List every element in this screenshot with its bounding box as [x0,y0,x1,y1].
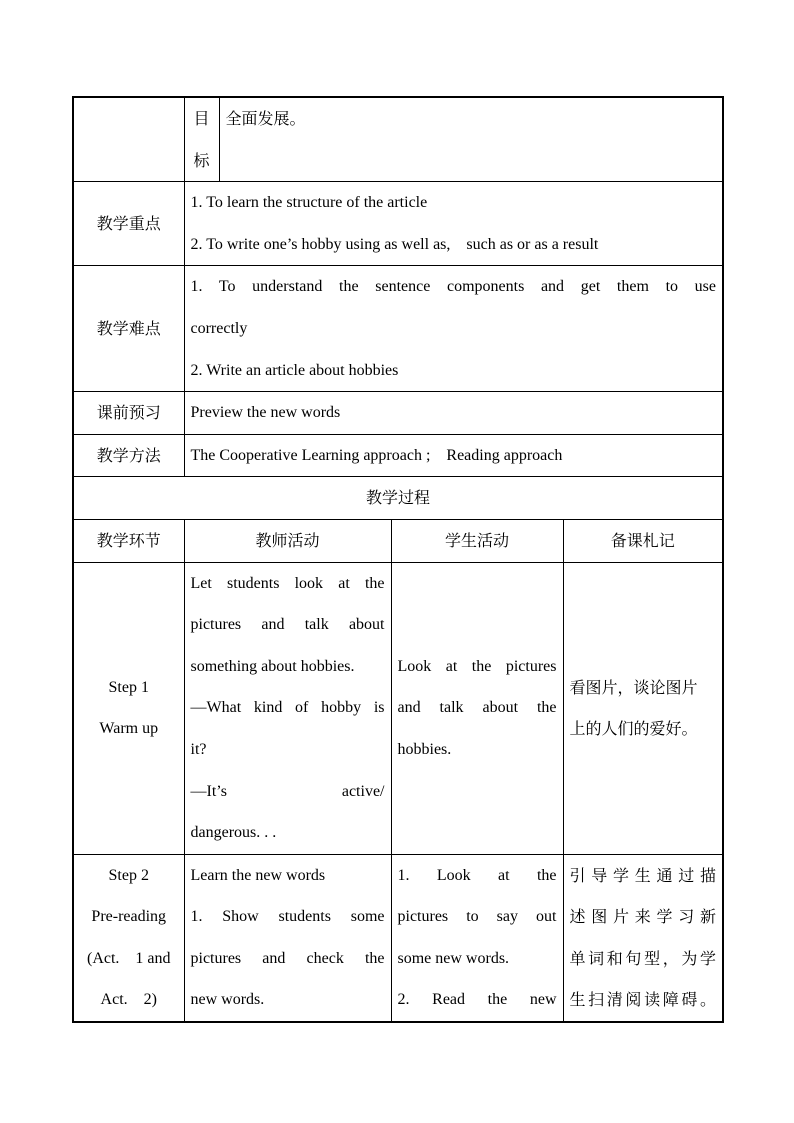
step2-notes-line-3: 单词和句型，为学 [569,948,716,968]
step2-student [391,854,563,1022]
step1-teacher [184,562,391,854]
process-title-row [73,477,723,520]
step1-teacher-line-6: —It’s active/ [190,782,385,800]
key-points-label: 教学重点 [73,182,184,266]
goal-empty-cell [73,97,184,182]
step1-notes-line-2: 上的人们的爱好。 [569,719,698,739]
step2-notes-line-4: 生扫清阅读障碍。 [569,990,716,1010]
col-header-notes: 备课札记 [563,519,723,562]
lesson-plan-table [72,96,724,1023]
step1-teacher-line-2: pictures and talk about [190,616,385,634]
preview-content: Preview the new words [184,392,723,435]
step1-teacher-line-1: Let students look at the [190,574,385,592]
step2-stage-line-1: Step 2 [108,866,149,884]
step1-student-line-3: hobbies. [397,740,452,758]
step1-stage-line-1: Step 1 [108,678,149,696]
lesson-plan-page [72,96,722,1023]
step2-stage [73,854,184,1022]
step1-teacher-line-5: it? [190,740,207,758]
goal-text [219,97,723,182]
step2-teacher-line-3: pictures and check the [190,949,385,967]
difficult-point-1: 1. To understand the sentence components and get them to use [190,278,716,296]
method-content: The Cooperative Learning approach ; Reading approach [184,434,723,477]
key-point-1: 1. To learn the structure of the article [190,194,428,212]
difficult-points-content [184,266,723,392]
method-row [73,434,723,477]
key-point-2: 2. To write one’s hobby using as well as, such as or as a result [190,235,599,253]
col-header-stage: 教学环节 [73,519,184,562]
step2-teacher-line-1: Learn the new words [190,866,326,884]
step1-teacher-line-3: something about hobbies. [190,657,355,675]
step2-notes-line-2: 述图片来学习新 [569,907,716,927]
step2-student-line-3: some new words. [397,949,510,967]
step1-row [73,562,723,854]
difficult-points-row [73,266,723,392]
preview-row [73,392,723,435]
step2-notes-line-1: 引导学生通过描 [569,865,716,885]
step2-student-line-2: pictures to say out [397,908,557,926]
key-points-content [184,182,723,266]
step2-student-line-4: 2. Read the new [397,991,557,1009]
goal-label-char-2: 标 [193,150,210,170]
step2-stage-line-4: Act. 2) [100,991,157,1009]
step1-stage-line-2: Warm up [99,720,159,738]
key-points-row [73,182,723,266]
step2-teacher-line-4: new words. [190,991,265,1009]
col-header-teacher: 教师活动 [184,519,391,562]
step1-notes [563,562,723,854]
step2-stage-line-3: (Act. 1 and [86,949,171,967]
difficult-point-1-cont: correctly [190,319,248,337]
goal-text-content: 全面发展。 [225,109,306,128]
goal-label [184,97,219,182]
process-title: 教学过程 [73,477,723,520]
step2-student-line-1: 1. Look at the [397,866,557,884]
process-header-row [73,519,723,562]
goal-label-char-1: 目 [193,109,210,128]
step1-stage [73,562,184,854]
preview-label: 课前预习 [73,392,184,435]
difficult-points-label: 教学难点 [73,266,184,392]
col-header-student: 学生活动 [391,519,563,562]
step2-teacher [184,854,391,1022]
step1-student-line-2: and talk about the [397,699,557,717]
goal-row [73,97,723,182]
step1-student [391,562,563,854]
step1-student-line-1: Look at the pictures [397,657,557,675]
method-label: 教学方法 [73,434,184,477]
step2-row [73,854,723,1022]
step2-teacher-line-2: 1. Show students some [190,908,385,926]
step1-teacher-line-7: dangerous. . . [190,824,277,842]
difficult-point-2: 2. Write an article about hobbies [190,361,399,379]
step2-stage-line-2: Pre-reading [91,908,167,926]
step2-notes [563,854,723,1022]
step1-teacher-line-4: —What kind of hobby is [190,699,385,717]
step1-notes-line-1: 看图片，谈论图片 [569,677,698,697]
